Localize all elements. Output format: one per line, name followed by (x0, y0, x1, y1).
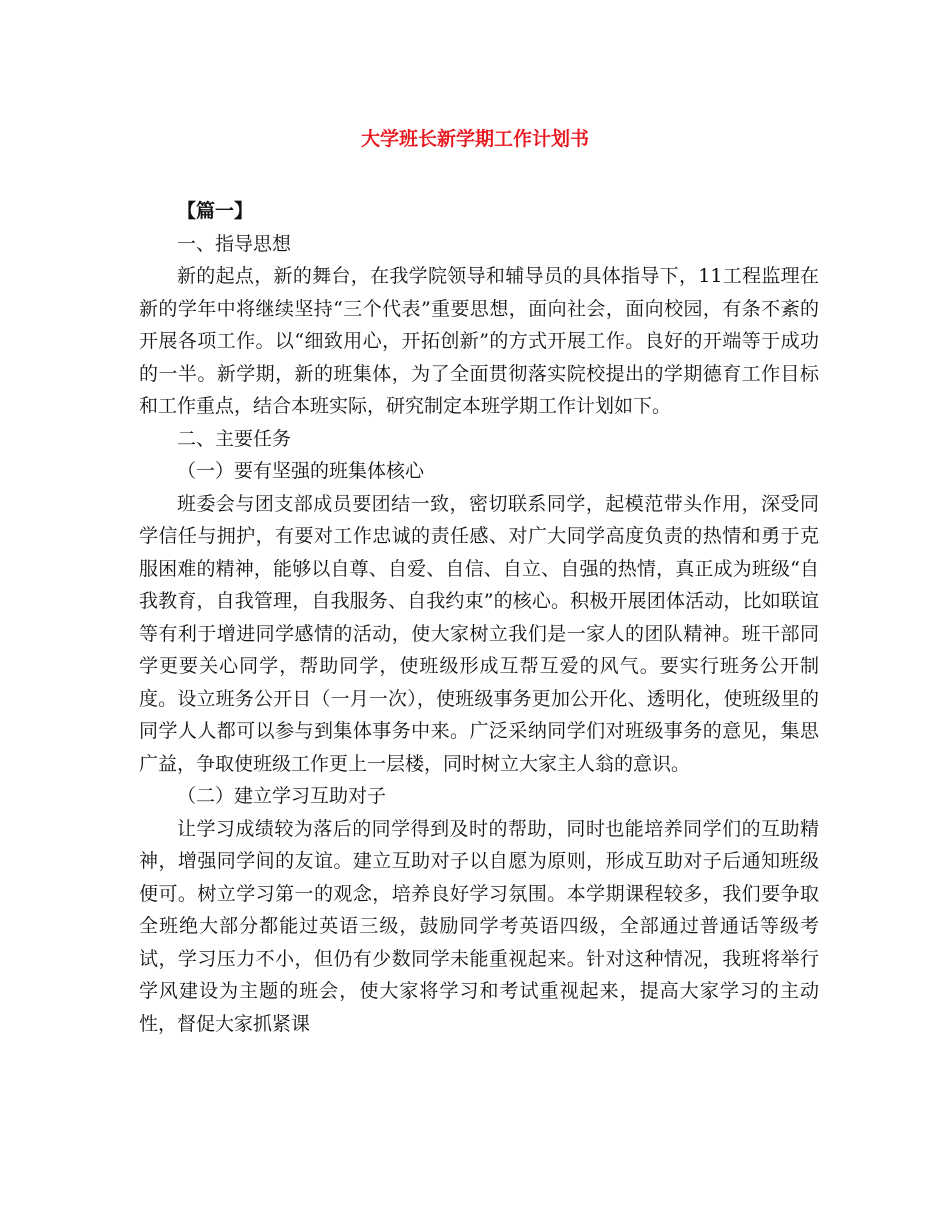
heading-guiding-ideology: 一、指导思想 (177, 232, 292, 255)
paragraph-study-pairs: 让学习成绩较为落后的同学得到及时的帮助，同时也能培养同学们的互助精神，增强同学间的友谊。建立互助对子以自愿为原则，形成互助对子后通知班级便可。树立学习第一的观念，培养良好学习氛围。本学期课程较多，我们要争取全班绝大部分都能过英语三级，鼓励同学考英语四级，全部通过普通话等级考试，学习压力不小，但仍有少数同学未能重视起来。针对这种情况，我班将举行学风建设为主题的班会，使大家将学习和考试重视起来，提高大家学习的主动性，督促大家抓紧课 (139, 817, 819, 1035)
document-body (139, 195, 819, 1040)
document-title: 大学班长新学期工作计划书 (360, 128, 589, 150)
heading-main-tasks: 二、主要任务 (177, 427, 292, 450)
section-marker: 【篇一】 (177, 200, 254, 222)
paragraph-guiding-ideology: 新的起点，新的舞台，在我学院领导和辅导员的具体指导下，11工程监理在新的学年中将继续坚持“三个代表”重要思想，面向社会，面向校园，有条不紊的开展各项工作。以“细致用心，开拓创新”的方式开展工作。良好的开端等于成功的一半。新学期，新的班集体，为了全面贯彻落实院校提出的学期德育工作目标和工作重点，结合本班实际，研究制定本班学期工作计划如下。 (139, 265, 819, 417)
subheading-study-pairs: （二）建立学习互助对子 (177, 785, 387, 807)
paragraph-class-core: 班委会与团支部成员要团结一致，密切联系同学，起模范带头作用，深受同学信任与拥护，有要对工作忠诚的责任感、对广大同学高度负责的热情和勇于克服困难的精神，能够以自尊、自爱、自信、自立、自强的热情，真正成为班级“自我教育，自我管理，自我服务、自我约束”的核心。积极开展团体活动，比如联谊等有利于增进同学感情的活动，使大家树立我们是一家人的团队精神。班干部同学更要关心同学，帮助同学，使班级形成互帮互爱的风气。要实行班务公开制度。设立班务公开日（一月一次），使班级事务更加公开化、透明化，使班级里的同学人人都可以参与到集体事务中来。广泛采纳同学们对班级事务的意见，集思广益，争取使班级工作更上一层楼，同时树立大家主人翁的意识。 (139, 492, 819, 775)
subheading-class-core: （一）要有坚强的班集体核心 (177, 460, 425, 482)
